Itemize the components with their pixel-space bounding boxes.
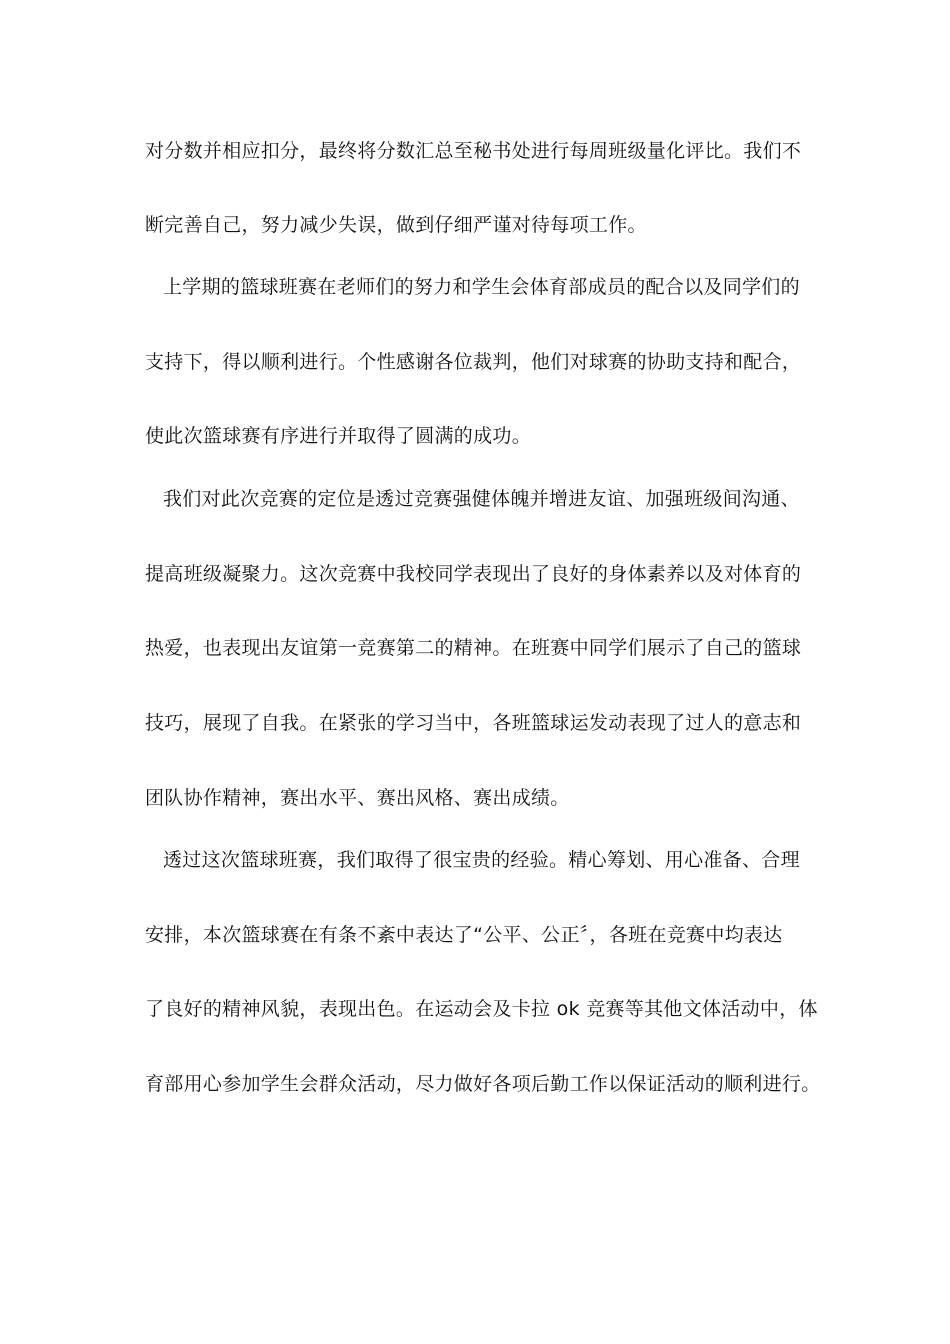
text-line: 育部用心参加学生会群众活动，尽力做好各项后勤工作以保证活动的顺利进行。 [145, 1073, 821, 1095]
paragraph-first-line: 我们对此次竞赛的定位是透过竞赛强健体魄并增进友谊、加强班级间沟通、 [163, 488, 800, 510]
text-line: 热爱，也表现出友谊第一竞赛第二的精神。在班赛中同学们展示了自己的篮球 [145, 637, 802, 659]
text-line: 安排，本次篮球赛在有条不紊中表达了“公平、公正〞，各班在竞赛中均表达 [145, 924, 783, 946]
text-line: 技巧，展现了自我。在紧张的学习当中，各班篮球运发动表现了过人的意志和 [145, 712, 802, 734]
text-line: 支持下，得以顺利进行。个性感谢各位裁判，他们对球赛的协助支持和配合， [145, 351, 802, 373]
text-line: 断完善自己，努力减少失误，做到仔细严谨对待每项工作。 [145, 214, 647, 236]
text-line: 提高班级凝聚力。这次竞赛中我校同学表现出了良好的身体素养以及对体育的 [145, 563, 802, 585]
paragraph-first-line: 上学期的篮球班赛在老师们的努力和学生会体育部成员的配合以及同学们的 [163, 276, 800, 298]
text-line: 对分数并相应扣分，最终将分数汇总至秘书处进行每周班级量化评比。我们不 [145, 140, 802, 162]
text-line: 使此次篮球赛有序进行并取得了圆满的成功。 [145, 425, 532, 447]
text-line: 了良好的精神风貌，表现出色。在运动会及卡拉 ok 竞赛等其他文体活动中，体 [145, 998, 818, 1020]
paragraph-first-line: 透过这次篮球班赛，我们取得了很宝贵的经验。精心筹划、用心准备、合理 [163, 849, 800, 871]
text-line: 团队协作精神，赛出水平、赛出风格、赛出成绩。 [145, 787, 570, 809]
